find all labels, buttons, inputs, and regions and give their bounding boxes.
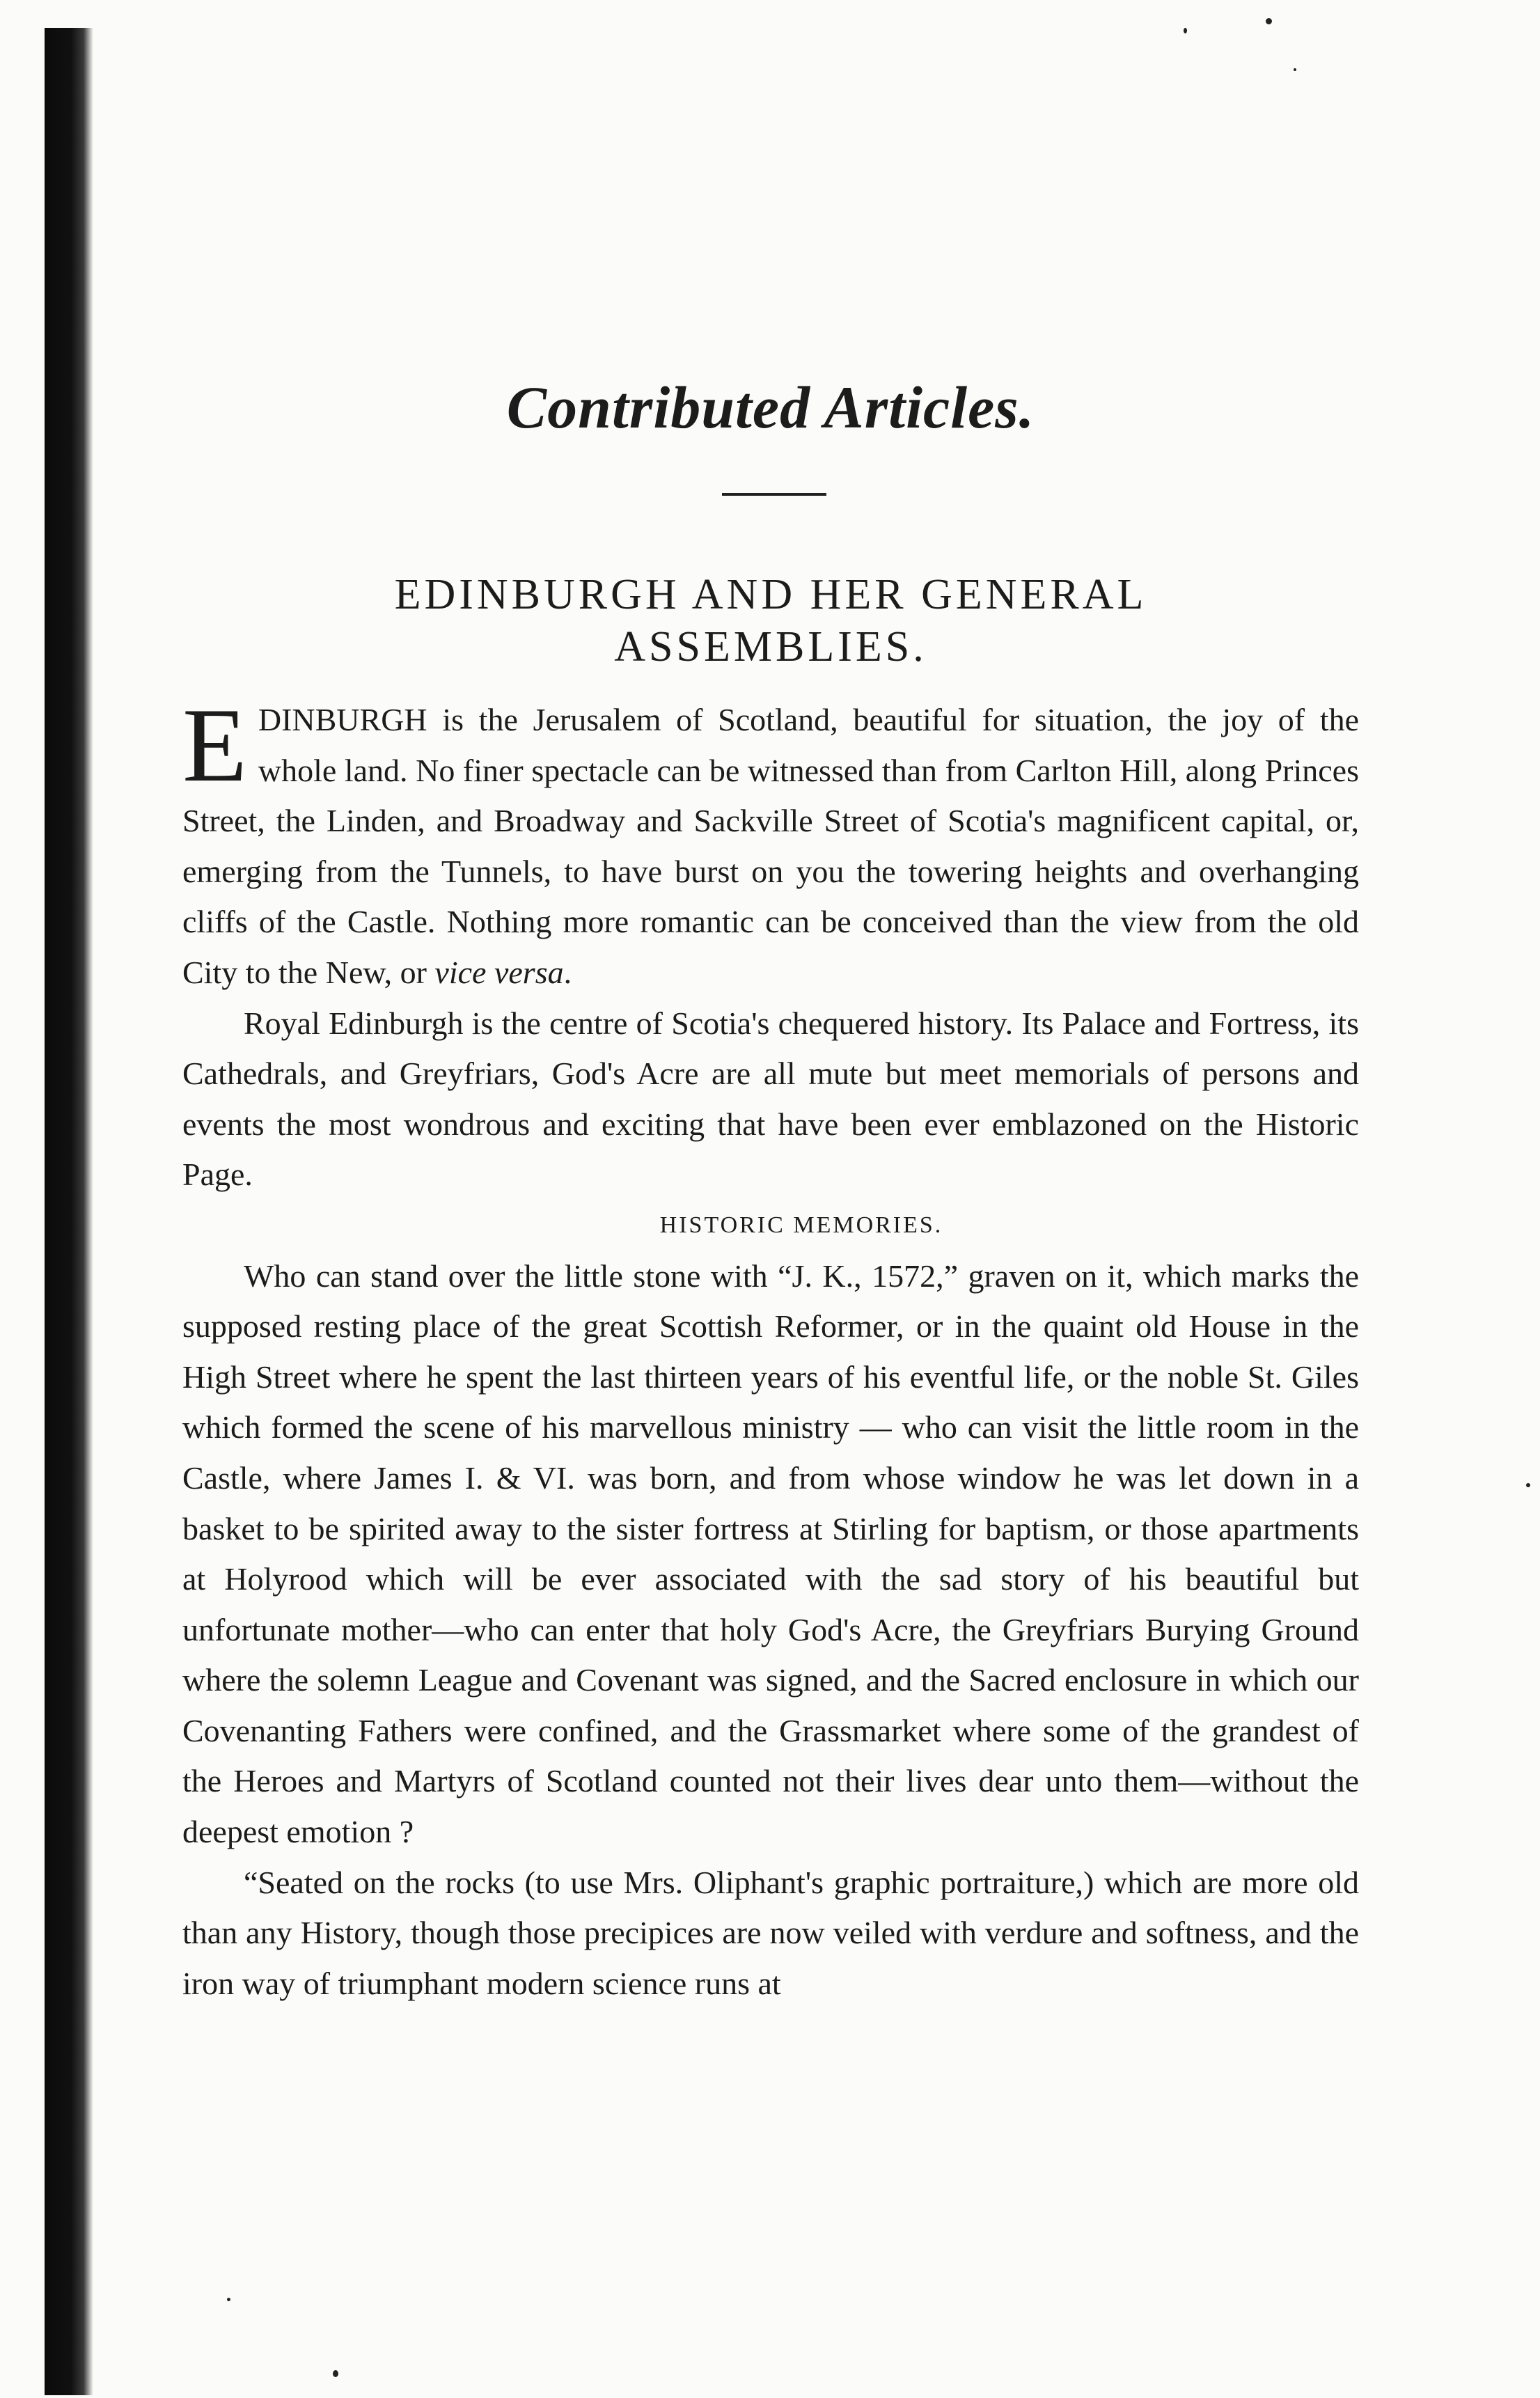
paragraph-1-end: .: [563, 954, 572, 990]
print-speck: [333, 2370, 338, 2377]
print-speck: [1184, 28, 1187, 33]
print-speck: [1294, 68, 1296, 71]
print-speck: [227, 2298, 230, 2301]
subheading-historic-memories: HISTORIC MEMORIES.: [659, 1212, 943, 1238]
paragraph-4: “Seated on the rocks (to use Mrs. Oliphant's graphic portraiture,) which are more old than any History, though those precipices are now veiled with verdure and softness, and the iron way of triumphant modern science runs at: [182, 1864, 1359, 2001]
paragraph-1-italic: vice versa: [434, 954, 564, 990]
paragraph-3: Who can stand over the little stone with “J. K., 1572,” graven on it, which marks the supposed resting place of the great Scottish Reformer, or in the quaint old House in the High Street where he spent the last thirteen years of his eventful life, or the noble St. Giles which formed the scene of his marvellous ministry — who can visit the little room in the Castle, where James I. & VI. was born, and from whose window he was let down in a basket to be spirited away to the sister fortress at Stirling for baptism, or those apartments at Holyrood which will be ever associated with the sad story of his beautiful but unfortunate mother—who can enter that holy God's Acre, the Greyfriars Burying Ground where the solemn League and Covenant was signed, and the Sacred enclosure in which our Covenanting Fathers were confined, and the Grassmarket where some of the grandest of the Heroes and Martyrs of Scotland counted not their lives dear unto them—without the deepest emotion ?: [182, 1257, 1359, 1850]
print-speck: [1266, 18, 1272, 24]
section-heading: Contributed Articles.: [506, 374, 1035, 441]
paragraph-1: [182, 687, 1359, 998]
paragraph-2: Royal Edinburgh is the centre of Scotia's chequered history. Its Palace and Fortress, its Cathedrals, and Greyfriars, God's Acre are all mute but meet memorials of persons and events the most wondrous and exciting that have been ever emblazoned on the Historic Page.: [182, 1005, 1359, 1193]
article-title: [182, 569, 1359, 673]
article-title-line-1: EDINBURGH AND HER GENERAL: [394, 570, 1147, 618]
article-body: [182, 687, 1359, 2009]
drop-cap: E: [182, 687, 247, 804]
print-speck: [1526, 1483, 1530, 1487]
binding-shadow: [45, 28, 93, 2395]
paragraph-1-text: DINBURGH is the Jerusalem of Scotland, beautiful for situation, the joy of the whole land. No finer spectacle can be witnessed than from Carlton Hill, along Princes Street, the Linden, and Broadway and Sackville Street of Scotia's magnificent capital, or, emerging from the Tunnels, to have burst on you the towering heights and overhanging cliffs of the Castle. Nothing more romantic can be conceived than the view from the old City to the New, or: [182, 702, 1359, 990]
article-title-line-2: ASSEMBLIES.: [614, 622, 927, 671]
title-rule: [722, 493, 826, 496]
